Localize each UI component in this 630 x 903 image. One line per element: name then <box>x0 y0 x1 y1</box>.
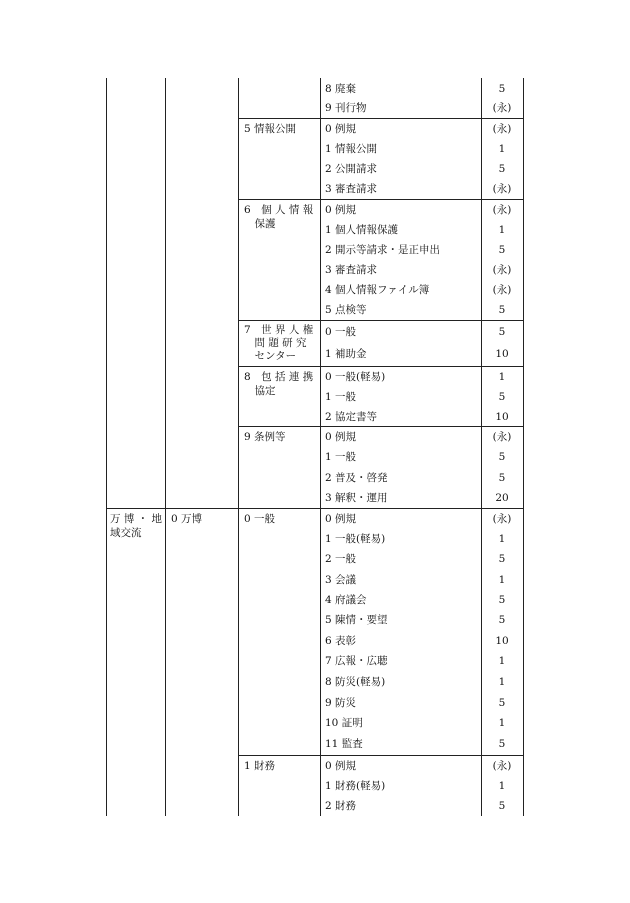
item-label: 9 刊行物 <box>325 102 367 114</box>
item-label: 3 審査請求 <box>325 183 378 195</box>
item-label: 5 点検等 <box>325 304 367 316</box>
retention-term: 5 <box>498 244 506 256</box>
item-label: 0 例規 <box>325 513 357 525</box>
item-label: 0 一般(軽易) <box>325 371 386 383</box>
retention-term: 5 <box>498 83 506 95</box>
retention-term: 5 <box>498 163 506 175</box>
retention-term: 1 <box>498 655 506 667</box>
col-line <box>320 78 321 816</box>
category-label: 9 条例等 <box>244 431 286 443</box>
item-label: 2 協定書等 <box>325 411 378 423</box>
item-label: 9 防災 <box>325 697 357 709</box>
item-label: 2 財務 <box>325 800 357 812</box>
item-label: 8 廃棄 <box>325 83 357 95</box>
retention-term: 5 <box>498 326 506 338</box>
category-label: 1 財務 <box>244 760 276 772</box>
retention-term: (永) <box>492 102 512 114</box>
item-label: 0 例規 <box>325 760 357 772</box>
item-label: 3 会議 <box>325 574 357 586</box>
category-label: 保護 <box>244 218 276 230</box>
col-line <box>238 78 239 816</box>
item-label: 1 財務(軽易) <box>325 780 386 792</box>
item-label: 0 例規 <box>325 123 357 135</box>
item-label: 4 府議会 <box>325 594 367 606</box>
retention-term: 10 <box>495 348 509 360</box>
retention-term: (永) <box>492 513 512 525</box>
retention-term: 5 <box>498 800 506 812</box>
retention-term: (永) <box>492 760 512 772</box>
category-label: 協定 <box>244 385 276 397</box>
item-label: 1 一般(軽易) <box>325 533 386 545</box>
item-label: 4 個人情報ファイル簿 <box>325 284 430 296</box>
group-divider <box>238 426 523 427</box>
section-category-label: 万 博 ・ 地 <box>110 513 163 525</box>
retention-term: (永) <box>492 204 512 216</box>
retention-term: 1 <box>498 224 506 236</box>
retention-term: 5 <box>498 304 506 316</box>
retention-term: 20 <box>495 492 509 504</box>
retention-term: 10 <box>495 411 509 423</box>
retention-term: 1 <box>498 371 506 383</box>
category-label: 6 個 人 情 報 <box>244 204 314 216</box>
retention-term: 5 <box>498 614 506 626</box>
item-label: 0 例規 <box>325 431 357 443</box>
retention-term: 5 <box>498 391 506 403</box>
subcategory-label: 0 万博 <box>171 513 203 525</box>
retention-term: 1 <box>498 533 506 545</box>
category-label: センター <box>244 350 297 362</box>
item-label: 6 表彰 <box>325 635 357 647</box>
retention-term: 1 <box>498 676 506 688</box>
item-label: 10 証明 <box>325 717 363 729</box>
item-label: 1 個人情報保護 <box>325 224 399 236</box>
item-label: 8 防災(軽易) <box>325 676 386 688</box>
item-label: 0 例規 <box>325 204 357 216</box>
item-label: 2 開示等請求・是正申出 <box>325 244 441 256</box>
item-label: 1 情報公開 <box>325 143 378 155</box>
retention-term: (永) <box>492 264 512 276</box>
category-label: 7 世 界 人 権 <box>244 324 314 336</box>
item-label: 5 陳情・要望 <box>325 614 388 626</box>
retention-term: 1 <box>498 780 506 792</box>
item-label: 1 一般 <box>325 451 357 463</box>
item-label: 1 一般 <box>325 391 357 403</box>
retention-term: 10 <box>495 635 509 647</box>
group-divider <box>238 755 523 756</box>
section-divider <box>106 508 523 509</box>
retention-term: 5 <box>498 697 506 709</box>
category-label: 8 包 括 連 携 <box>244 371 314 383</box>
retention-term: 5 <box>498 553 506 565</box>
group-divider <box>238 199 523 200</box>
retention-term: 1 <box>498 717 506 729</box>
retention-term: (永) <box>492 123 512 135</box>
item-label: 0 一般 <box>325 326 357 338</box>
item-label: 3 審査請求 <box>325 264 378 276</box>
retention-term: (永) <box>492 183 512 195</box>
item-label: 3 解釈・運用 <box>325 492 388 504</box>
category-label: 0 一般 <box>244 513 276 525</box>
category-label: 5 情報公開 <box>244 123 297 135</box>
item-label: 7 広報・広聴 <box>325 655 388 667</box>
retention-term: (永) <box>492 431 512 443</box>
retention-term: 5 <box>498 451 506 463</box>
category-label: 問 題 研 究 <box>244 337 307 349</box>
retention-term: 5 <box>498 738 506 750</box>
retention-term: (永) <box>492 284 512 296</box>
section-category-label: 域交流 <box>110 527 142 539</box>
group-divider <box>238 320 523 321</box>
retention-term: 1 <box>498 143 506 155</box>
item-label: 2 普及・啓発 <box>325 472 388 484</box>
col-line <box>106 78 107 816</box>
retention-term: 1 <box>498 574 506 586</box>
group-divider <box>238 366 523 367</box>
col-line <box>165 78 166 816</box>
item-label: 1 補助金 <box>325 348 367 360</box>
item-label: 11 監査 <box>325 738 363 750</box>
item-label: 2 一般 <box>325 553 357 565</box>
retention-term: 5 <box>498 472 506 484</box>
group-divider <box>238 118 523 119</box>
retention-term: 5 <box>498 594 506 606</box>
item-label: 2 公開請求 <box>325 163 378 175</box>
